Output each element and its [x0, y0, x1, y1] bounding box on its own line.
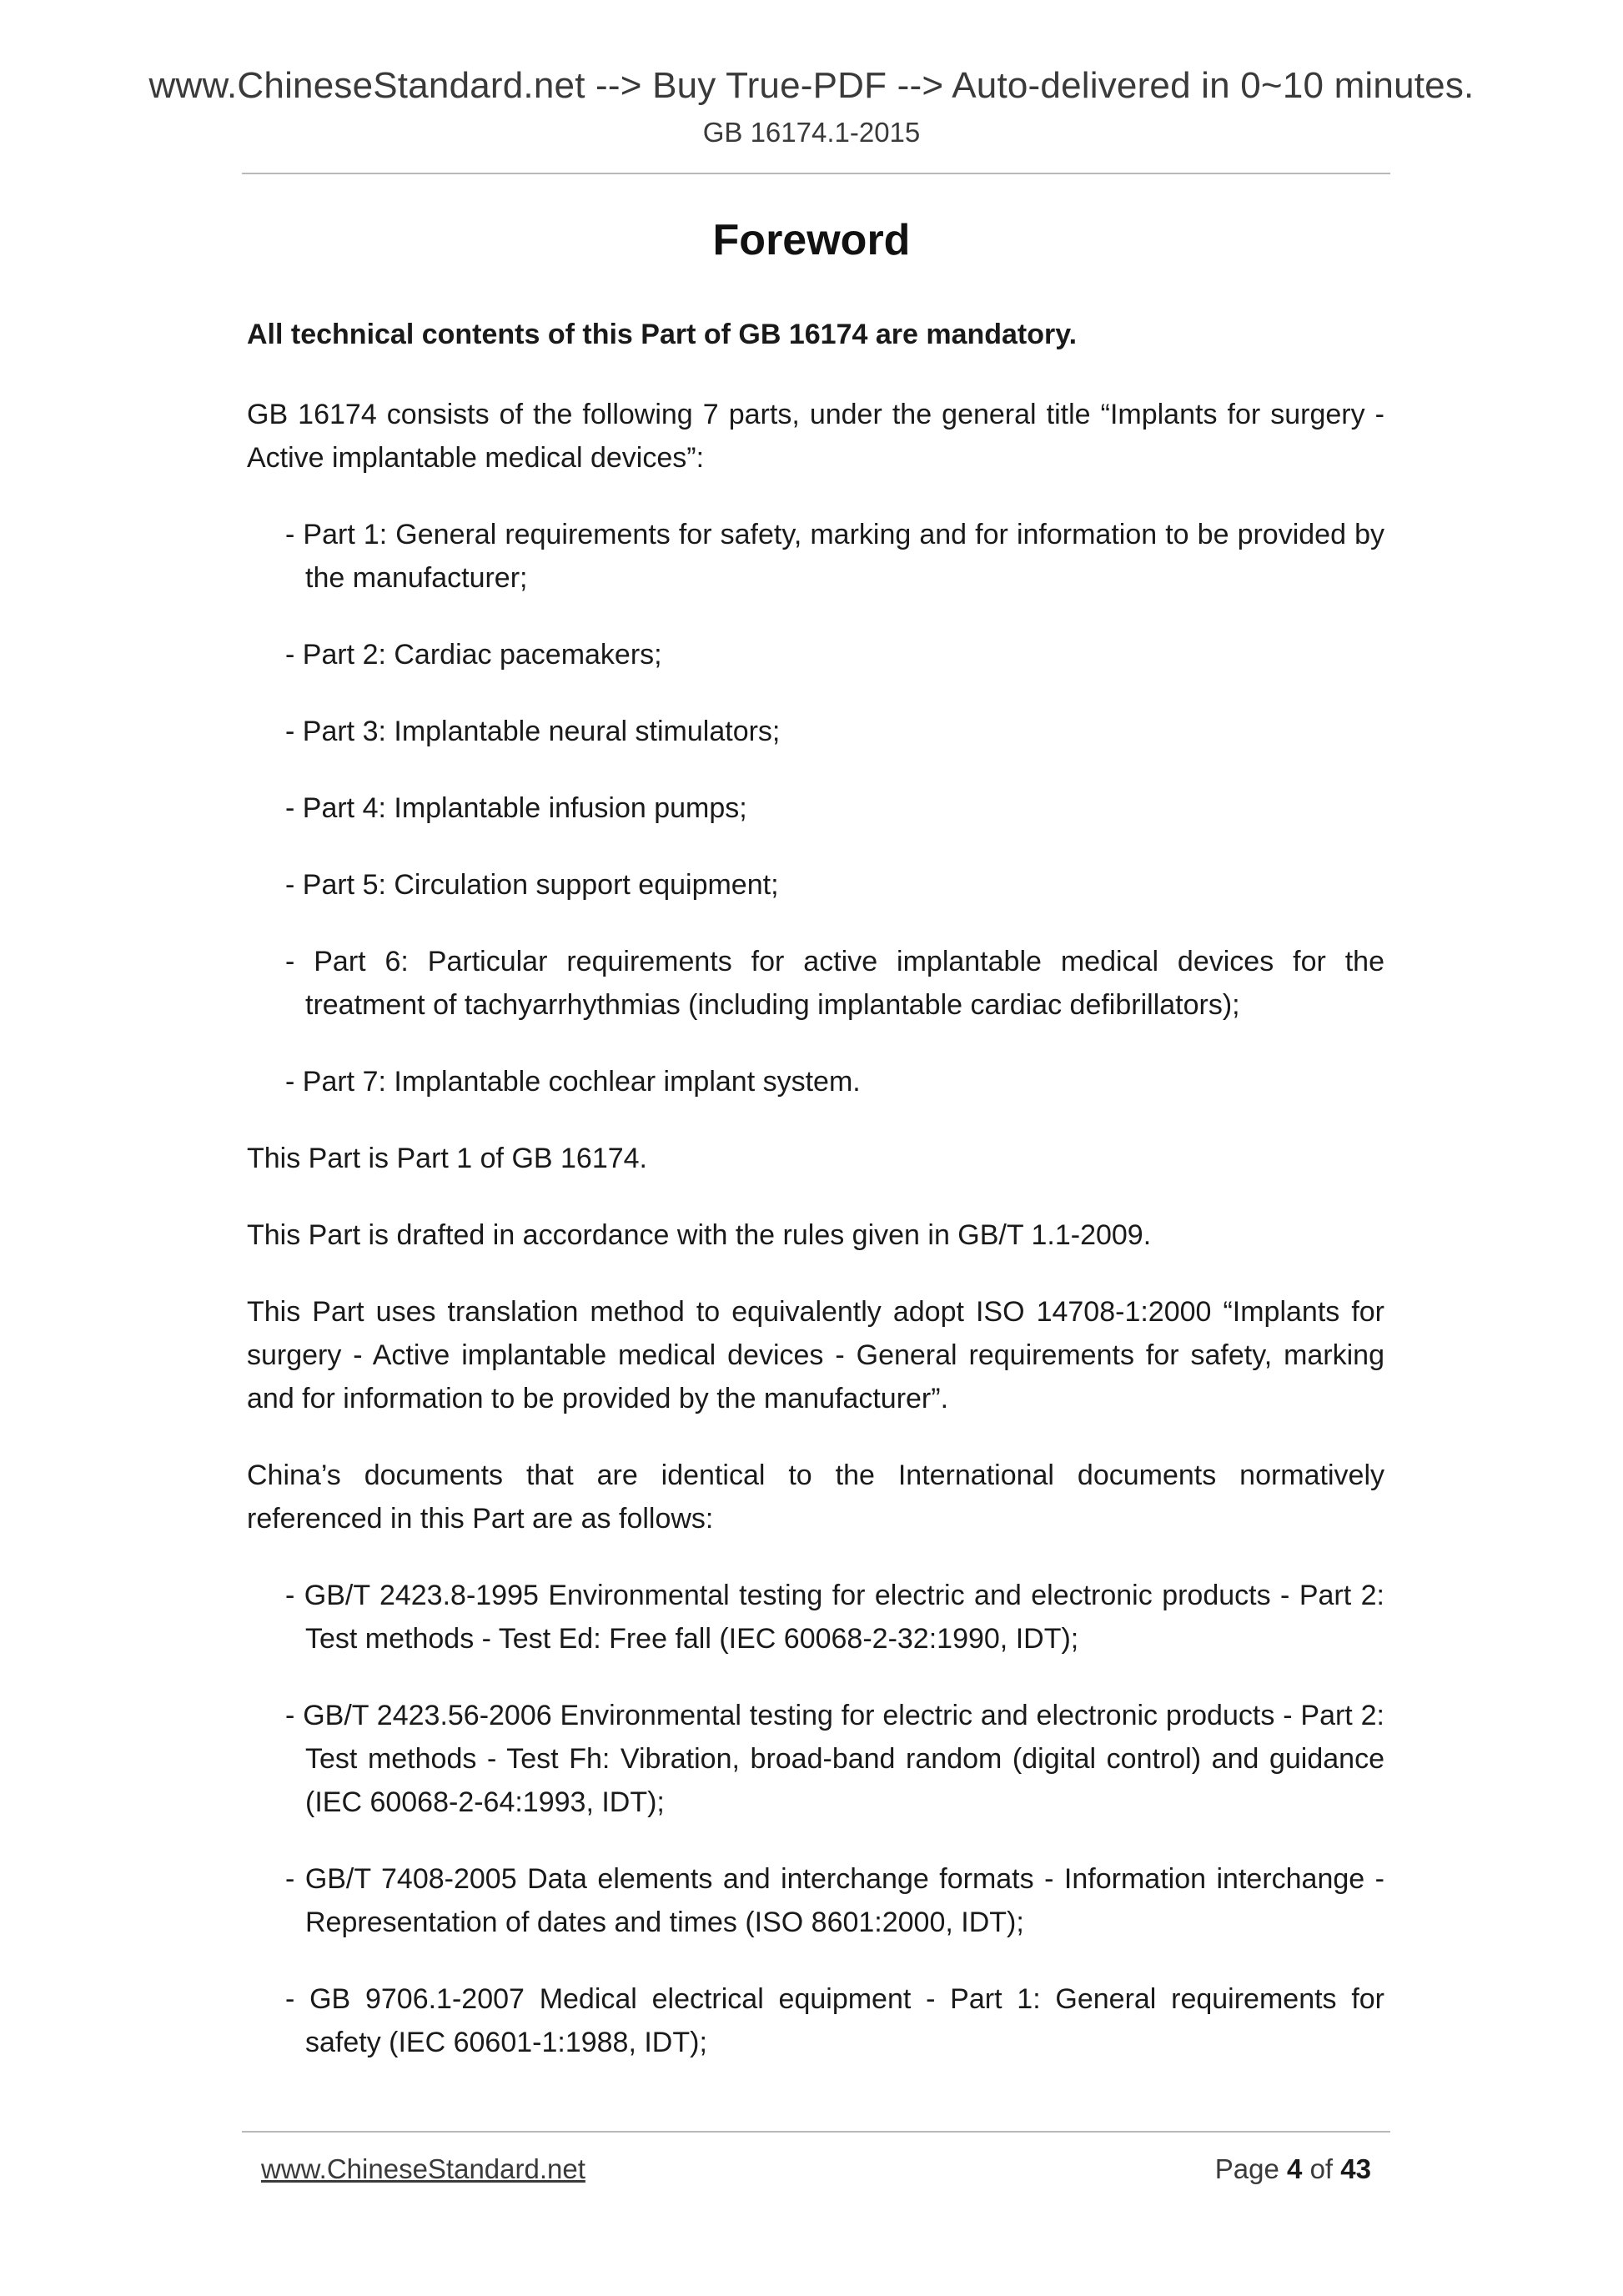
list-item: - GB/T 2423.56-2006 Environmental testing for electric and electronic products - Part 2: Test methods - Test Fh: Vibration, broad-band random (digital control) and guidance (IEC 60068-2-64:1993, IDT); — [285, 1700, 1384, 1818]
page-total: 43 — [1340, 2153, 1371, 2184]
page-title: Foreword — [712, 216, 911, 264]
mandatory-statement: All technical contents of this Part of GB 16174 are mandatory. — [247, 319, 1078, 350]
translation-method-paragraph: This Part uses translation method to equivalently adopt ISO 14708-1:2000 “Implants for surgery - Active implantable medical devices - General requirements for safety, marking and for information to be provided by the manufacturer”. — [247, 1296, 1384, 1414]
list-item: - Part 4: Implantable infusion pumps; — [285, 792, 747, 824]
list-item: - Part 1: General requirements for safety, marking and for information to be provided by the manufacturer; — [285, 519, 1384, 594]
page-of-label: of — [1309, 2153, 1334, 2184]
list-item: - GB/T 2423.8-1995 Environmental testing for electric and electronic products - Part 2: Test methods - Test Ed: Free fall (IEC 60068-2-32:1990, IDT); — [285, 1580, 1384, 1655]
list-item: - GB 9706.1-2007 Medical electrical equipment - Part 1: General requirements for safety (IEC 60601-1:1988, IDT); — [285, 1983, 1384, 2058]
parts-list — [247, 513, 1384, 1103]
list-item: - GB/T 7408-2005 Data elements and interchange formats - Information interchange - Representation of dates and times (ISO 8601:2000, IDT); — [285, 1863, 1384, 1938]
list-item: - Part 6: Particular requirements for active implantable medical devices for the treatment of tachyarrhythmias (including implantable cardiac defibrillators); — [285, 946, 1384, 1021]
references-list — [247, 1574, 1384, 2064]
header-banner[interactable]: www.ChineseStandard.net --> Buy True-PDF --> Auto-delivered in 0~10 minutes. — [148, 65, 1475, 106]
china-documents-paragraph: China’s documents that are identical to the International documents normatively referenced in this Part are as follows: — [247, 1459, 1384, 1535]
page-current: 4 — [1287, 2153, 1303, 2184]
page-label: Page — [1214, 2153, 1279, 2184]
list-item: - Part 5: Circulation support equipment; — [285, 869, 779, 901]
document-body — [247, 313, 1384, 2098]
header-divider — [242, 173, 1390, 174]
footer-divider — [242, 2131, 1390, 2133]
drafting-rules-paragraph: This Part is drafted in accordance with the rules given in GB/T 1.1-2009. — [247, 1219, 1152, 1251]
header-standard-number: GB 16174.1-2015 — [702, 117, 921, 148]
list-item: - Part 3: Implantable neural stimulators; — [285, 716, 781, 747]
list-item: - Part 2: Cardiac pacemakers; — [285, 639, 662, 671]
list-item: - Part 7: Implantable cochlear implant system. — [285, 1066, 861, 1098]
page-number — [1084, 2153, 1371, 2185]
consists-paragraph: GB 16174 consists of the following 7 parts, under the general title “Implants for surgery - Active implantable medical devices”: — [247, 399, 1384, 474]
footer-website-link[interactable]: www.ChineseStandard.net — [261, 2153, 585, 2184]
part-number-paragraph: This Part is Part 1 of GB 16174. — [247, 1143, 648, 1174]
